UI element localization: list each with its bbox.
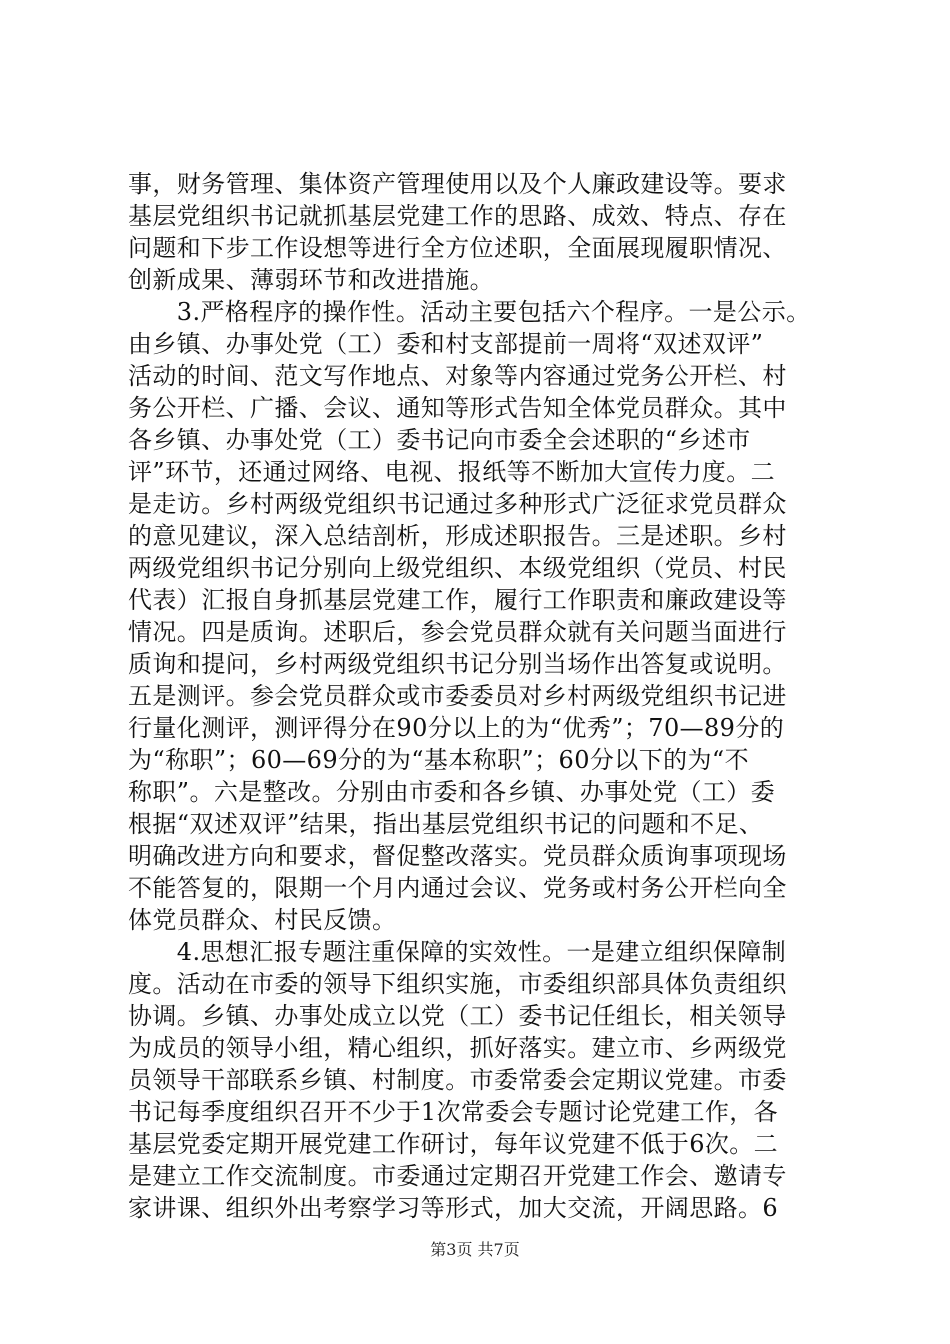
text-line: 两级党组织书记分别向上级党组织、本级党组织（党员、村民: [128, 554, 787, 582]
text-line: 活动的时间、范文写作地点、对象等内容通过党务公开栏、村: [128, 362, 787, 390]
text-line: 基层党委定期开展党建工作研讨，每年议党建不低于6次。二: [128, 1130, 779, 1158]
text-line: 协调。乡镇、办事处成立以党（工）委书记任组长，相关领导: [128, 1002, 787, 1030]
text-line: 事，财务管理、集体资产管理使用以及个人廉政建设等。要求: [128, 170, 787, 198]
text-line: 基层党组织书记就抓基层党建工作的思路、成效、特点、存在: [128, 202, 787, 230]
text-line: 体党员群众、村民反馈。: [128, 906, 397, 934]
text-line: 3.严格程序的操作性。活动主要包括六个程序。一是公示。: [128, 298, 811, 326]
text-line: 问题和下步工作设想等进行全方位述职，全面展现履职情况、: [128, 234, 787, 262]
text-line: 为成员的领导小组，精心组织，抓好落实。建立市、乡两级党: [128, 1034, 787, 1062]
text-line: 4.思想汇报专题注重保障的实效性。一是建立组织保障制: [128, 938, 787, 966]
text-line: 根据“双述双评”结果，指出基层党组织书记的问题和不足、: [128, 810, 764, 838]
text-line: 情况。四是质询。述职后，参会党员群众就有关问题当面进行: [128, 618, 787, 646]
text-line: 代表）汇报自身抓基层党建工作，履行工作职责和廉政建设等: [128, 586, 787, 614]
page-number-label: 第3页 共7页: [430, 1240, 520, 1259]
text-line: 五是测评。参会党员群众或市委委员对乡村两级党组织书记进: [128, 682, 787, 710]
page-footer: [0, 1240, 950, 1260]
text-line: 由乡镇、办事处党（工）委和村支部提前一周将“双述双评”: [128, 330, 764, 358]
text-line: 质询和提问，乡村两级党组织书记分别当场作出答复或说明。: [128, 650, 787, 678]
document-body: [128, 168, 828, 1224]
text-line: 评”环节，还通过网络、电视、报纸等不断加大宣传力度。二: [128, 458, 776, 486]
text-line: 创新成果、薄弱环节和改进措施。: [128, 266, 494, 294]
text-line: 是建立工作交流制度。市委通过定期召开党建工作会、邀请专: [128, 1162, 787, 1190]
text-line: 不能答复的，限期一个月内通过会议、党务或村务公开栏向全: [128, 874, 787, 902]
text-line: 书记每季度组织召开不少于1次常委会专题讨论党建工作，各: [128, 1098, 779, 1126]
text-line: 称职”。六是整改。分别由市委和各乡镇、办事处党（工）委: [128, 778, 776, 806]
text-line: 务公开栏、广播、会议、通知等形式告知全体党员群众。其中: [128, 394, 787, 422]
text-line: 为“称职”；60—69分的为“基本称职”；60分以下的为“不: [128, 746, 749, 774]
text-line: 各乡镇、办事处党（工）委书记向市委全会述职的“乡述市: [128, 426, 751, 454]
text-line: 是走访。乡村两级党组织书记通过多种形式广泛征求党员群众: [128, 490, 787, 518]
text-line: 家讲课、组织外出考察学习等形式，加大交流，开阔思路。6: [128, 1194, 779, 1222]
text-line: 的意见建议，深入总结剖析，形成述职报告。三是述职。乡村: [128, 522, 787, 550]
text-line: 员领导干部联系乡镇、村制度。市委常委会定期议党建。市委: [128, 1066, 787, 1094]
text-line: 行量化测评，测评得分在90分以上的为“优秀”；70—89分的: [128, 714, 785, 742]
text-line: 度。活动在市委的领导下组织实施，市委组织部具体负责组织: [128, 970, 787, 998]
text-line: 明确改进方向和要求，督促整改落实。党员群众质询事项现场: [128, 842, 787, 870]
